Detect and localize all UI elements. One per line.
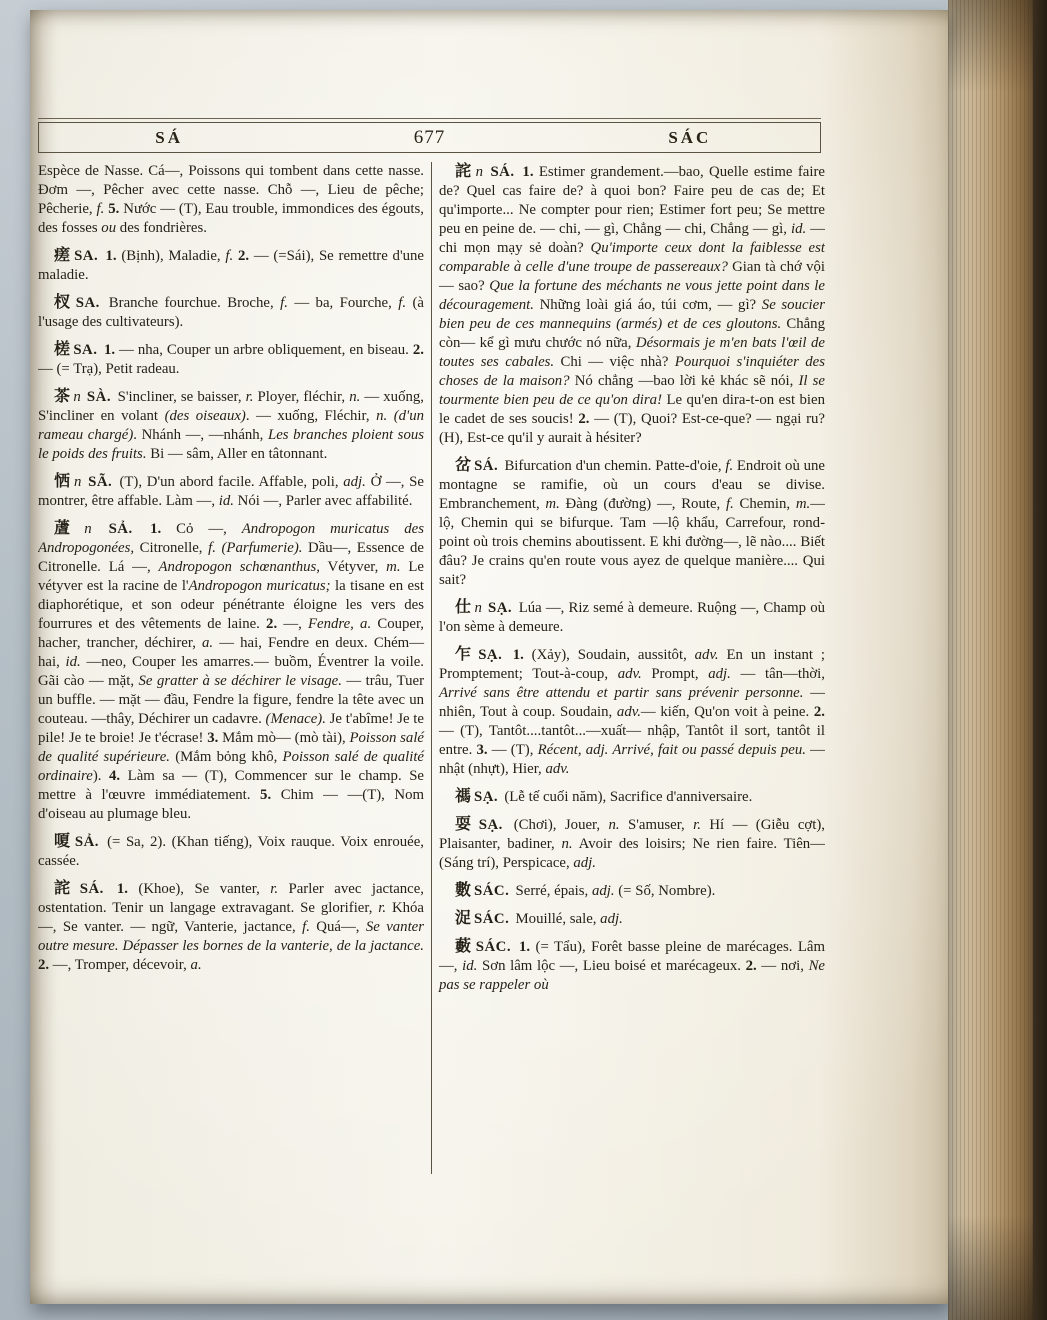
italic-text: adv. <box>545 761 570 777</box>
dictionary-entry: 數 SÁC. Serré, épais, adj. (= Số, Nombre). <box>455 882 716 899</box>
grammar-marker: n <box>475 164 489 180</box>
italic-text: Andropogon muricatus des Andropogonées, <box>38 521 424 556</box>
italic-text: f. <box>96 201 105 217</box>
nom-character: 杈 <box>54 294 73 311</box>
header-right-guide-word: SÁC <box>668 127 712 147</box>
italic-text: Se gratter à se déchirer le visage. <box>138 673 342 689</box>
bold-text: 1. <box>116 881 128 897</box>
nom-character: 數 <box>455 882 472 899</box>
headword: SÁ. <box>474 458 503 474</box>
nom-character: 耍 <box>455 816 476 833</box>
headword: SÀ. <box>86 389 116 405</box>
right-column <box>439 162 825 1184</box>
dictionary-entry: 仕 n SẠ. Lúa —, Riz semé à demeure. Ruộng —, Champ où l'on sème à demeure. <box>439 599 825 635</box>
italic-text: id. <box>790 221 807 237</box>
italic-text: m. <box>795 496 811 512</box>
headword: SẠ. <box>478 817 512 833</box>
headword: SẠ. <box>487 600 517 616</box>
italic-text: Andropogon muricatus; <box>188 578 331 594</box>
headword: SA. <box>73 342 102 358</box>
italic-text: id. <box>218 493 234 509</box>
dictionary-entry: 嗄 SẢ. (= Sa, 2). (Khan tiếng), Voix rauque. Voix enrouée, cassée. <box>38 833 424 869</box>
nom-character: 仕 <box>455 599 472 616</box>
italic-text: Les branches ploient sous le poids des fruits. <box>38 427 424 462</box>
italic-text: f. (Parfumerie). <box>208 540 303 556</box>
nom-character: 浞 <box>455 910 472 927</box>
scanned-dictionary-page <box>30 10 948 1304</box>
italic-text: Se vanter outre mesure. Dépasser les bornes de la vanterie, de la jactance. <box>38 919 425 954</box>
nom-character: 蔖 <box>54 520 82 537</box>
dictionary-entry: 杈 SA. Branche fourchue. Broche, f. — ba, Fourche, f. (à l'usage des cultivateurs). <box>38 294 424 330</box>
headword: SÁC. <box>474 911 514 927</box>
dictionary-entry: 恓 n SÃ. (T), D'un abord facile. Affable, poli, adj. Ở —, Se montrer, être affable. Làm —, id. Nói —, Parler avec affabilité. <box>38 473 424 509</box>
italic-text: Andropogon schœnanthus, <box>158 559 320 575</box>
italic-text: f. <box>398 295 407 311</box>
bold-text: 2. <box>237 248 250 264</box>
italic-text: (d'un rameau chargé) <box>38 408 425 443</box>
bold-text: 2. <box>813 704 825 720</box>
italic-text: id. <box>462 958 478 974</box>
italic-text: r. <box>270 881 279 897</box>
italic-text: Il se tourmente bien peu de ce qu'on dira! <box>439 373 825 408</box>
italic-text: adj. <box>708 666 731 682</box>
italic-text: r. <box>378 900 387 916</box>
headword: SA. <box>74 248 104 264</box>
bold-text: 5. <box>108 201 120 217</box>
italic-text: m. <box>545 496 560 512</box>
grammar-marker: n <box>73 389 85 405</box>
dictionary-entry: 耍 SẠ. (Chơi), Jouer, n. S'amuser, r. Hí — (Giễu cợt), Plaisanter, badiner, n. Avoir des loisirs; Ne rien faire. Tiên— (Sáng trí), Perspicace, adj. <box>439 816 825 871</box>
bold-text: 2. <box>266 616 278 632</box>
italic-text: (Menace). <box>265 711 326 727</box>
italic-text: Se soucier bien peu de ces mannequins (armés) et de ces gloutons. <box>439 297 825 332</box>
continuation-paragraph: Espèce de Nasse. Cá—, Poissons qui tombent dans cette nasse. Đơm —, Pêcher avec cette nasse. Chỗ —, Lieu de pêche; Pêcherie, f. 5. Nước — (T), Eau trouble, immondices des égouts, des fosses ou des fondrières. <box>38 163 424 236</box>
dictionary-entry: 藪 SÁC. 1. (= Tẩu), Forêt basse pleine de marécages. Lâm —, id. Sơn lâm lộc —, Lieu boisé et marécageux. 2. — nơi, Ne pas se rappeler où <box>439 938 825 993</box>
nom-character: 藪 <box>455 938 473 955</box>
italic-text: f. <box>725 458 734 474</box>
headword: SẠ. <box>478 647 511 663</box>
headword: SẢ. <box>108 521 149 537</box>
italic-text: Poisson salé de qualité supérieure. <box>38 730 424 765</box>
bold-text: 1. <box>512 647 524 663</box>
italic-text: a. <box>202 635 214 651</box>
italic-text: m. <box>386 559 401 575</box>
italic-text: (des oiseaux) <box>164 408 246 424</box>
bold-text: 1. <box>150 521 162 537</box>
italic-text: adj. <box>591 883 615 899</box>
bold-text: 4. <box>109 768 121 784</box>
italic-text: Ne pas se rappeler où <box>439 958 825 993</box>
headword: SÁ. <box>79 881 115 897</box>
italic-text: Arrivé sans être attendu et partir sans prévenir personne. <box>439 685 804 701</box>
headword: SÁC. <box>474 883 514 899</box>
italic-text: Récent, adj. Arrivé, fait ou passé depuis peu. <box>537 742 806 758</box>
italic-text: adv. <box>616 704 641 720</box>
italic-text: Qu'importe ceux dont la faiblesse est comparable à celle d'une troupe de passereaux? <box>439 240 825 275</box>
italic-text: n. <box>349 389 361 405</box>
italic-text: f. <box>225 248 234 264</box>
headword: SA. <box>75 295 107 311</box>
dictionary-entry: 槎 SA. 1. — nha, Couper un arbre obliquement, en biseau. 2. — (= Trạ), Petit radeau. <box>38 341 424 377</box>
text-columns <box>38 162 825 1184</box>
italic-text: Poisson salé de qualité ordinaire <box>38 749 424 784</box>
nom-character: 茶 <box>54 388 71 405</box>
italic-text: ou <box>101 220 117 236</box>
headword: SÁC. <box>475 939 517 955</box>
bold-text: 2. <box>578 411 590 427</box>
nom-character: 詫 <box>54 880 77 897</box>
italic-text: n. <box>376 408 388 424</box>
dictionary-entry: 禡 SẠ. (Lễ tế cuối năm), Sacrifice d'anniversaire. <box>455 788 753 805</box>
dictionary-entry: 詫 SÁ. 1. (Khoe), Se vanter, r. Parler avec jactance, ostentation. Tenir un langage extravagant. Se glorifier, r. Khóa —, Se vanter. — ngữ, Vanterie, jactance, f. Quá—, Se vanter outre mesure. Dépasser les bornes de la vanterie, de la jactance. 2. —, Tromper, décevoir, a. <box>38 880 425 973</box>
nom-character: 瘥 <box>54 247 72 264</box>
nom-character: 岔 <box>455 457 472 474</box>
italic-text: adj. <box>573 855 596 871</box>
dictionary-entry: 瘥 SA. 1. (Bịnh), Maladie, f. 2. — (=Sái), Se remettre d'une maladie. <box>38 247 424 283</box>
page-number: 677 <box>413 126 446 148</box>
nom-character: 禡 <box>455 788 472 805</box>
nom-character: 乍 <box>455 646 476 663</box>
nom-character: 嗄 <box>54 833 72 850</box>
dictionary-entry: 乍 SẠ. 1. (Xảy), Soudain, aussitôt, adv. En un instant ; Promptement; Tout-à-coup, adv. Prompt, adj. — tân—thời, Arrivé sans être attendu et partir sans prévenir personne. — nhiên, Tout à coup. Soudain, adv.— kiến, Qu'on voit à peine. 2. — (T), Tantôt....tantôt...—xuất— nhập, Tantôt il sort, tantôt il entre. 3. — (T), Récent, adj. Arrivé, fait ou passé depuis peu. — nhật (nhựt), Hier, adv. <box>439 646 825 777</box>
italic-text: Désormais je m'en bats l'œil de toutes ses cabales. <box>439 335 825 370</box>
bold-text: 2. <box>412 342 424 358</box>
headword: SÃ. <box>88 474 118 490</box>
dictionary-entry: 茶 n SÀ. S'incliner, se baisser, r. Ployer, fléchir, n. — xuống, S'incliner en volant (des oiseaux). — xuống, Fléchir, n. (d'un rameau chargé). Nhánh —, —nhánh, Les branches ploient sous le poids des fruits. Bi — sâm, Aller en tâtonnant. <box>38 388 425 462</box>
bold-text: 1. <box>522 164 534 180</box>
italic-text: Fendre, a. <box>308 616 372 632</box>
headword: SÁ. <box>490 164 521 180</box>
grammar-marker: n <box>84 521 107 537</box>
dictionary-entry: 蔖 n SẢ. 1. Cỏ —, Andropogon muricatus des Andropogonées, Citronelle, f. (Parfumerie). Dầu—, Essence de Citronelle. Lá —, Andropogon schœnanthus, Vétyver, m. Le vétyver est la racine de l'Andropogon muricatus; la tisane en est diaphorétique, et son odeur pénétrante éloigne les vers des fourrures et des vêtements de laine. 2. —, Fendre, a. Couper, hacher, trancher, déchirer, a. — hai, Fendre en deux. Chém—hai, id. —neo, Couper les amarres.— buồm, Éventrer la voile. Gãi cào — mặt, Se gratter à se déchirer le visage. — trâu, Tuer un buffle. — mặt — đầu, Fendre la figure, fendre la tête avec un couteau. —thây, Déchirer un cadavre. (Menace). Je t'abîme! Je te pile! Je te broie! Je t'écrase! 3. Mắm mò— (mò tài), Poisson salé de qualité supérieure. (Mắm bỏng khô, Poisson salé de qualité ordinaire). 4. Làm sa — (T), Commencer sur le champ. Se mettre à l'œuvre immédiatement. 5. Chim — —(T), Nom d'oiseau au plumage bleu. <box>38 520 425 822</box>
bold-text: 2. <box>38 957 50 973</box>
bold-text: 1. <box>103 342 116 358</box>
book-cover-board <box>1033 0 1047 1320</box>
italic-text: f. <box>280 295 288 311</box>
column-divider-rule <box>431 162 432 1174</box>
nom-character: 槎 <box>54 341 71 358</box>
left-column <box>38 162 424 1184</box>
bold-text: 3. <box>476 742 488 758</box>
grammar-marker: n <box>74 474 87 490</box>
italic-text: f. <box>725 496 734 512</box>
italic-text: Pourquoi s'inquiéter des choses de la maison? <box>439 354 825 389</box>
bold-text: 1. <box>519 939 531 955</box>
italic-text: adv. <box>617 666 642 682</box>
italic-text: id. <box>65 654 81 670</box>
page-header <box>38 122 821 153</box>
bold-text: 2. <box>745 958 757 974</box>
nom-character: 恓 <box>54 473 72 490</box>
nom-character: 詫 <box>455 163 473 180</box>
italic-text: r. <box>245 389 254 405</box>
headword: SẠ. <box>474 789 503 805</box>
italic-text: adj. <box>343 474 366 490</box>
grammar-marker: n <box>474 600 486 616</box>
header-left-guide-word: SÁ <box>155 127 184 147</box>
bold-text: 1. <box>105 248 117 264</box>
italic-text: a. <box>190 957 202 973</box>
bold-text: 5. <box>260 787 272 803</box>
dictionary-entry: 詫 n SÁ. 1. Estimer grandement.—bao, Quelle estime faire de? Quel cas faire de? à quoi bon? Faire peu de cas de; Et qu'importe... Ne compter pour rien; Estimer fort peu; Se mettre peu en peine de. — chi, — gì, Chẳng — chi, Chẳng — gì, id. — chi mọn mạy sẻ doàn? Qu'importe ceux dont la faiblesse est comparable à celle d'une troupe de passereaux? Gian tà chớ vội — sao? Que la fortune des méchants ne vous jette point dans le découragement. Những loài giá áo, túi cơm, — gì? Se soucier bien peu de ces mannequins (armés) et de ces gloutons. Chẳng còn— kể gì mưu chước nó nữa, Désormais je m'en bats l'œil de toutes ses cabales. Chi — việc nhà? Pourquoi s'inquiéter des choses de la maison? Nó chẳng —bao lời kẻ khác sẽ nói, Il se tourmente bien peu de ce qu'on dira! Le qu'en dira-t-on est bien le cadet de ses soucis! 2. — (T), Quoi? Est-ce-que? — ngại ru? (H), Est-ce qu'il y aurait à hésiter? <box>439 163 825 446</box>
dictionary-entry: 岔 SÁ. Bifurcation d'un chemin. Patte-d'oie, f. Endroit où une montagne se ramifie, où un cours d'eau se divise. Embranchement, m. Đàng (đường) —, Route, f. Chemin, m.— lộ, Chemin qui se bifurque. Tam —lộ khẩu, Carrefour, rond-point où trois chemins aboutissent. E khi đường—, lẽ nào.... Biết đâu? Je crains qu'en route vous ayez de quelque manière.... Qui sait? <box>439 457 825 588</box>
italic-text: n. <box>608 817 620 833</box>
italic-text: n. <box>561 836 573 852</box>
bold-text: 3. <box>207 730 219 746</box>
column-divider-area <box>424 162 439 1184</box>
italic-text: Que la fortune des méchants ne vous jette point dans le découragement. <box>439 278 825 313</box>
italic-text: adj. <box>600 911 623 927</box>
dictionary-entry: 浞 SÁC. Mouillé, sale, adj. <box>455 910 623 927</box>
italic-text: f. <box>302 919 310 935</box>
italic-text: adv. <box>694 647 719 663</box>
italic-text: r. <box>693 817 701 833</box>
headword: SẢ. <box>74 834 106 850</box>
